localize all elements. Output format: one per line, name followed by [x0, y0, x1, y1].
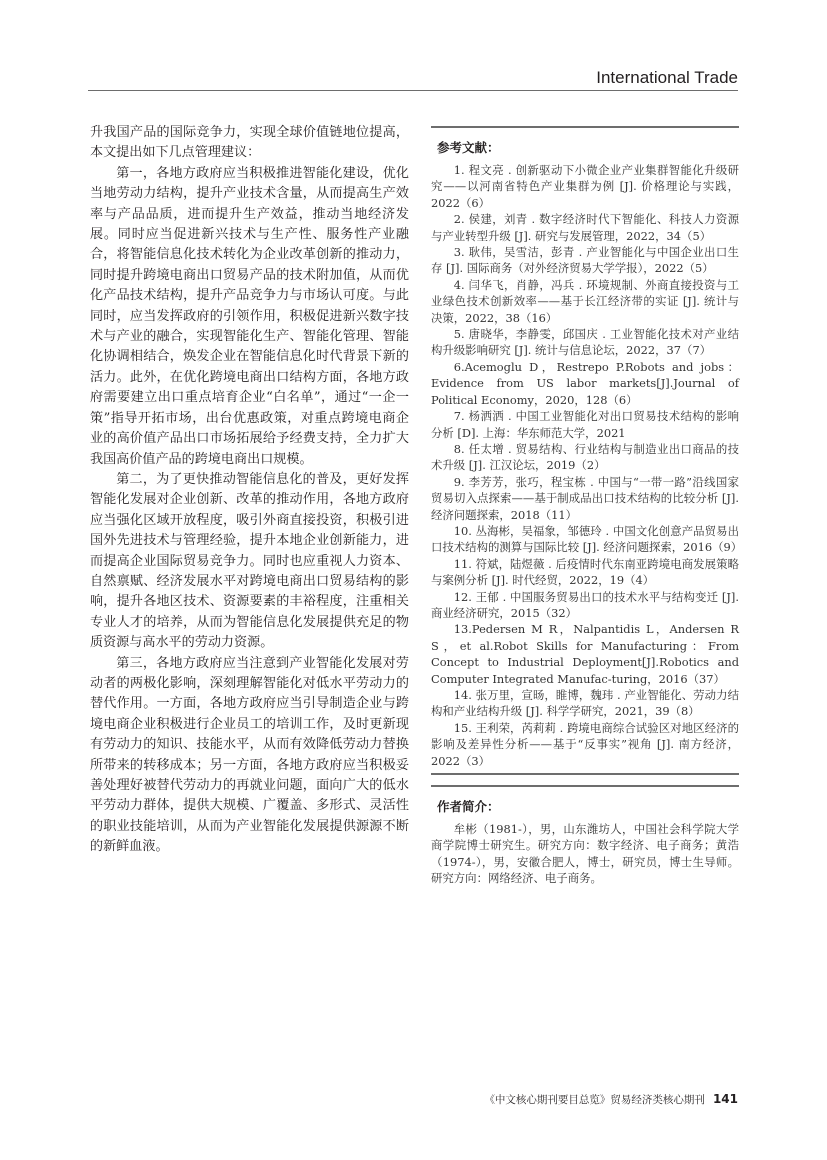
body-paragraph: 升我国产品的国际竞争力，实现全球价值链地位提高，本文提出如下几点管理建议： — [90, 125, 409, 161]
author-bio-title: 作者简介： — [437, 799, 500, 814]
footer-journal: 《中文核心期刊要目总览》贸易经济类核心期刊 — [484, 1094, 705, 1106]
header-rule — [88, 90, 738, 91]
reference-item: 11. 符斌，陆煜薇 . 后疫情时代东南亚跨境电商发展策略与案例分析 [J]. 时代经贸，2022，19（4） — [431, 556, 739, 588]
reference-item: 6.Acemoglu D，Restrepo P.Robots and jobs：Evidence from US labor markets[J].Journal of Political Economy，2020，128（6） — [431, 359, 739, 407]
reference-list — [431, 162, 743, 769]
body-paragraph: 第一，各地方政府应当积极推进智能化建设，优化当地劳动力结构，提升产业技术含量，从而提高生产效率与产品品质，进而提升生产效益，推动当地经济发展。同时应当促进新兴技术与生产性、服务性产业融合，将智能信息化技术转化为企业改革创新的推动力，同时提升跨境电商出口贸易产品的技术附加值，从而优化产品技术结构，提升产品竞争力与市场认可度。与此同时，应当发挥政府的引领作用，积极促进新兴数字技术与产业的融合，实现智能化生产、智能化管理、智能化协调相结合，焕发企业在智能信息化时代背景下新的活力。此外，在优化跨境电商出口结构方面，各地方政府需要建立出口重点培育企业“白名单”，通过“一企一策”指导开拓市场，出台优惠政策，对重点跨境电商企业的高价值产品出口市场拓展给予经费支持，全力扩大我国高价值产品的跨境电商出口规模。 — [90, 165, 409, 467]
references-title: 参考文献： — [437, 140, 500, 155]
page-number: 141 — [712, 1092, 738, 1106]
body-paragraph: 第二，为了更快推动智能信息化的普及，更好发挥智能化发展对企业创新、改革的推动作用，各地方政府应当强化区域开放程度，吸引外商直接投资，积极引进国外先进技术与管理经验，提升本地企业创新能力，进而提高企业国际贸易竞争力。同时也应重视人力资本、自然禀赋、经济发展水平对跨境电商出口贸易结构的影响，提升各地区技术、资源要素的丰裕程度，注重相关专业人才的培养，从而为智能信息化发展提供充足的物质资源与高水平的劳动力资源。 — [90, 471, 409, 651]
running-header-title: International Trade — [596, 68, 738, 87]
reference-item: 7. 杨洒洒 . 中国工业智能化对出口贸易技术结构的影响分析 [D]. 上海：华东师范大学，2021 — [431, 409, 739, 440]
reference-item: 12. 王郁 . 中国服务贸易出口的技术水平与结构变迁 [J]. 商业经济研究，2015（32） — [431, 589, 739, 620]
reference-item: 5. 唐晓华，李静雯，邱国庆 . 工业智能化技术对产业结构升级影响研究 [J]. 统计与信息论坛，2022，37（7） — [431, 327, 739, 358]
body-paragraph: 第三，各地方政府应当注意到产业智能化发展对劳动者的两极化影响，深刻理解智能化对低水平劳动力的替代作用。一方面，各地方政府应当引导制造企业与跨境电商企业积极进行企业员工的培训工作，及时更新现有劳动力的知识、技能水平，从而有效降低劳动力替换所带来的转移成本；另一方面，各地方政府应当积极妥善处理好被替代劳动力的再就业问题，面向广大的低水平劳动力群体，提供大规模、广覆盖、多形式、灵活性的职业技能培训，从而为产业智能化发展提供源源不断的新鲜血液。 — [90, 655, 409, 855]
reference-item: 15. 王利荣，芮莉莉 . 跨境电商综合试验区对地区经济的影响及差异性分析——基于“反事实”视角 [J]. 南方经济，2022（3） — [431, 720, 739, 768]
author-bio-text: 牟彬（1981-），男，山东潍坊人，中国社会科学院大学商学院博士研究生。研究方向：数字经济、电子商务；黄浩（1974-），男，安徽合肥人，博士，研究员，博士生导师。研究方向：网络经济、电子商务。 — [431, 822, 739, 886]
page-footer — [484, 1092, 738, 1107]
reference-item: 8. 任太增 . 贸易结构、行业结构与制造业出口商品的技术升级 [J]. 江汉论坛，2019（2） — [431, 441, 739, 473]
reference-item: 2. 侯建，刘青 . 数字经济时代下智能化、科技人力资源与产业转型升级 [J]. 研究与发展管理，2022，34（5） — [431, 212, 739, 243]
references-box — [431, 126, 743, 775]
reference-item: 14. 张万里，宣旸，睢博，魏玮 . 产业智能化、劳动力结构和产业结构升级 [J]. 科学学研究，2021，39（8） — [431, 688, 739, 719]
reference-item: 13.Pedersen M R，Nalpantidis L，Andersen R S，et al.Robot Skills for Manufacturing：From Concept to Industrial Deployment[J].Robotics and Computer Integrated Manufac-turing，2016（37） — [431, 622, 739, 686]
reference-item: 4. 闫华飞，肖静，冯兵 . 环境规制、外商直接投资与工业绿色技术创新效率——基于长江经济带的实证 [J]. 统计与决策，2022，38（16） — [431, 277, 739, 325]
reference-item: 3. 耿伟，吴雪洁，彭青 . 产业智能化与中国企业出口生存 [J]. 国际商务（对外经济贸易大学学报），2022（5） — [431, 245, 739, 276]
reference-item: 1. 程文亮 . 创新驱动下小微企业产业集群智能化升级研究——以河南省特色产业集群为例 [J]. 价格理论与实践，2022（6） — [431, 163, 739, 210]
author-bio-box — [431, 785, 739, 887]
reference-item: 10. 丛海彬，吴福象，邹德玲 . 中国文化创意产品贸易出口技术结构的测算与国际比较 [J]. 经济问题探索，2016（9） — [431, 523, 743, 555]
body-text-column — [90, 123, 409, 858]
reference-item: 9. 李芳芳，张巧，程宝栋 . 中国与“一带一路”沿线国家贸易切入点探索——基于制成品出口技术结构的比较分析 [J]. 经济问题探索，2018（11） — [431, 474, 739, 522]
